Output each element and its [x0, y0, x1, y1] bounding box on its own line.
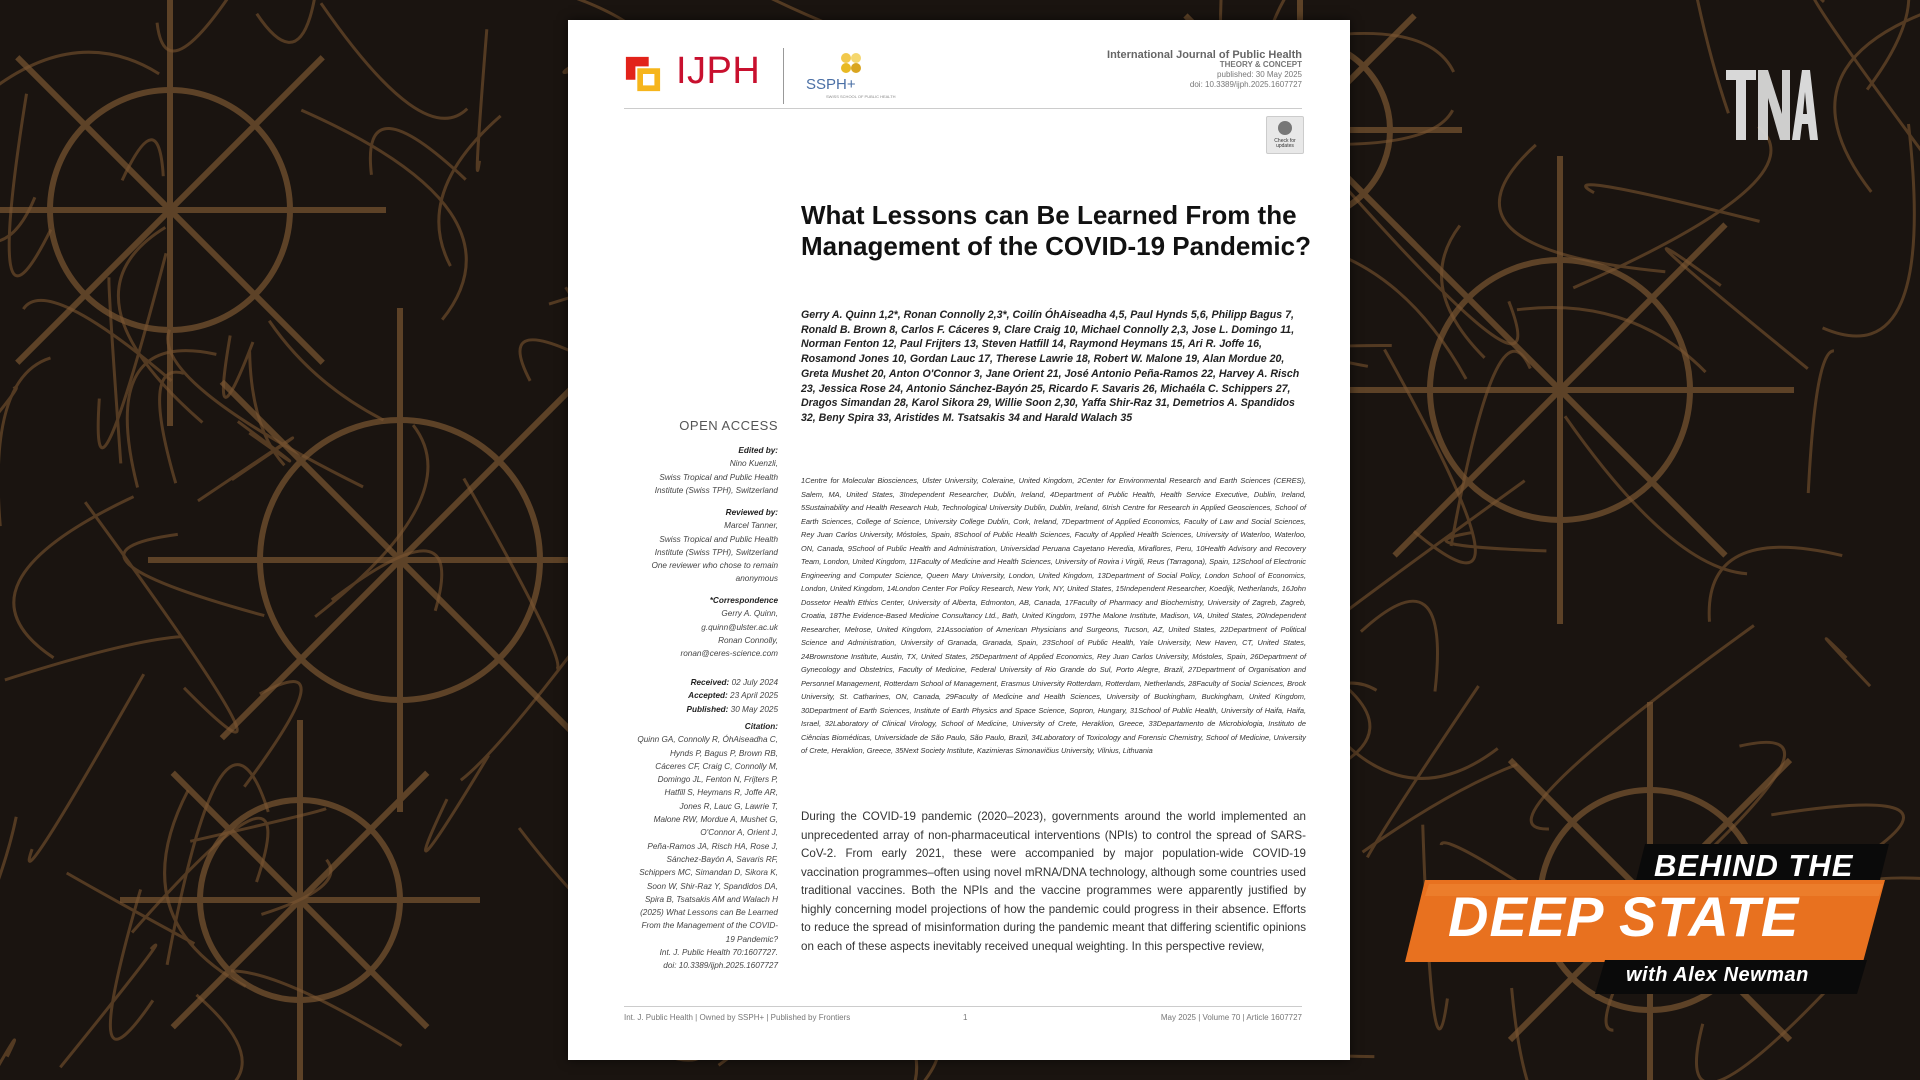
citation-line: Peña-Ramos JA, Risch HA, Rose J, — [647, 841, 778, 851]
accepted-date: 23 April 2025 — [730, 691, 778, 701]
open-access-label: OPEN ACCESS — [679, 418, 778, 433]
reviewed-by-line: Institute (Swiss TPH), Switzerland — [654, 547, 778, 557]
logo-divider — [783, 48, 784, 104]
footer-left: Int. J. Public Health | Owned by SSPH+ | Published by Frontiers — [624, 1013, 851, 1022]
received-date: 02 July 2024 — [731, 678, 778, 687]
edited-by-line: Nino Kuenzli, — [729, 459, 778, 469]
check-updates-icon — [1278, 121, 1292, 135]
abstract-text: During the COVID-19 pandemic (2020–2023), governments around the world implemented an unprecedented array of non-pharmaceutical interventions (NPIs) to control the spread of SARS-CoV-2. From early 2021, these were accompanied by major population-wide COVID-19 vaccination programmes–often using novel mRNA/DNA technology, although some countries used traditional vaccines. Both the NPIs and the vaccine programmes were apparently justified by highly concerning model projections of how the pandemic could progress in their absence. Efforts to reduce the spread of misinformation during the pandemic meant that differing scientific opinions on each of these aspects inevitably received unequal weighting. In this perspective review, — [801, 810, 1306, 953]
received-label: Received: — [690, 678, 730, 687]
correspondence-email[interactable]: g.quinn@ulster.ac.uk — [701, 622, 778, 632]
journal-name: International Journal of Public Health — [1107, 49, 1302, 61]
ijph-logo: IJPH — [676, 50, 761, 92]
header-rule — [624, 108, 1302, 109]
sidebar-correspondence — [608, 594, 778, 660]
reviewed-by-line: One reviewer who chose to remain — [651, 561, 778, 571]
citation-line: (2025) What Lessons can Be Learned — [640, 908, 778, 918]
tna-logo — [1726, 64, 1818, 144]
reviewed-by-line: anonymous — [735, 574, 778, 584]
citation-line: Sánchez-Bayón A, Savaris RF, — [666, 854, 778, 864]
published-date: published: 30 May 2025 — [1217, 70, 1302, 79]
footer-rule — [624, 1006, 1302, 1007]
citation-line: Schippers MC, Simandan D, Sikora K, — [639, 868, 778, 878]
citation-line: Hatfill S, Heymans R, Joffe AR, — [664, 788, 778, 798]
correspondence-line: Gerry A. Quinn, — [721, 609, 778, 619]
tna-logo-text: TNA — [1726, 64, 1728, 65]
reviewed-by-line: Swiss Tropical and Public Health — [659, 534, 778, 544]
citation-line: Spira B, Tsatsakis AM and Walach H — [644, 894, 778, 904]
ssph-logo-subtitle: SWISS SCHOOL OF PUBLIC HEALTH — [826, 94, 896, 99]
paper-page — [568, 20, 1350, 1060]
published-date-sidebar: 30 May 2025 — [730, 704, 778, 714]
edited-by-label: Edited by: — [738, 446, 778, 455]
article-title: What Lessons can Be Learned From the Management of the COVID-19 Pandemic? — [801, 200, 1311, 261]
banner-line-deep-state: DEEP STATE — [1448, 885, 1800, 948]
citation-line: Int. J. Public Health 70:1607727. — [659, 948, 778, 958]
ssph-logo: SSPH+ — [806, 76, 856, 93]
citation-line: O'Connor A, Orient J, — [700, 828, 778, 838]
article-type: THEORY & CONCEPT — [1219, 60, 1302, 69]
check-updates-label: Check for updates — [1274, 138, 1296, 149]
citation-line: From the Management of the COVID- — [641, 921, 778, 931]
doi: doi: 10.3389/ijph.2025.1607727 — [1189, 80, 1302, 89]
footer-right: May 2025 | Volume 70 | Article 1607727 — [1160, 1013, 1302, 1022]
citation-line: doi: 10.3389/ijph.2025.1607727 — [663, 961, 778, 971]
sidebar-reviewed — [608, 506, 778, 586]
reviewed-by-line: Marcel Tanner, — [724, 521, 778, 531]
banner-line-host: with Alex Newman — [1626, 964, 1809, 986]
ssph-logo-mark-icon — [836, 48, 866, 78]
published-label: Published: — [686, 704, 729, 714]
sidebar-edited — [608, 444, 778, 497]
affiliations: 1Centre for Molecular Biosciences, Ulster University, Coleraine, United Kingdom, 2Center for Environmental Research and Earth Sciences (CERES), Salem, MA, United States, 3Independent Researcher, Dublin, Ireland, 4Department of Public Health, Health Service Executive, Dublin, Ireland, 5Sustainability and Health Research Hub, Technological University Dublin, Dublin, Ireland, 6Irish Centre for Research in Applied Geosciences, School of Earth Sciences, College of Science, University College Dublin, Cork, Ireland, 7Department of Applied Economics, Faculty of Law and Social Sciences, Rey Juan Carlos University, Móstoles, Spain, 8School of Public Health Sciences, Faculty of Applied Health Sciences, University of Waterloo, Waterloo, ON, Canada, 9School of Public Health and Administration, Universidad Peruana Cayetano Heredia, Miraflores, Peru, 10Health Advisory and Recovery Team, London, United Kingdom, 11Faculty of Medicine and Health Sciences, University of Rovira i Virgili, Reus (Tarragona), Spain, 12School of Electronic Engineering and Computer Science, Queen Mary University, London, United Kingdom, 13Department of Social Policy, London School of Economics, London, United Kingdom, 14London Center For Policy Research, New York, NY, United States, 15Independent Researcher, Koedijk, Netherlands, 16John Dossetor Health Ethics Center, University of Alberta, Edmonton, AB, Canada, 17Faculty of Pharmacy and Biochemistry, University of Zagreb, Zagreb, Croatia, 18The Evidence-Based Medicine Consultancy Ltd., Bath, United Kingdom, 19The Malone Institute, Madison, VA, United States, 20Independent Researcher, Melrose, United Kingdom, 21Association of American Physicians and Surgeons, Tucson, AZ, United States, 22Department of Political Science and Administration, University of Granada, Granada, Spain, 23School of Public Health, Yale University, New Haven, CT, United States, 24Brownstone Institute, Austin, TX, United States, 25Department of Applied Economics, Rey Juan Carlos University, Móstoles, Spain, 26Department of Gynecology and Obstetrics, Faculty of Medicine, Federal University of Rio Grande do Sul, Porto Alegre, Brazil, 27Department of Organisation and Personnel Management, Rotterdam School of Management, Erasmus University Rotterdam, Rotterdam, Netherlands, 28Faculty of Social Sciences, Brock University, St. Catharines, ON, Canada, 29Faculty of Medicine and Health Sciences, University of Buckingham, Buckingham, United Kingdom, 30Department of Earth Sciences, Institute of Earth Physics and Space Science, Sopron, Hungary, 31School of Public Health, University of Haifa, Haifa, Israel, 32Laboratory of Clinical Virology, School of Medicine, University of Crete, Heraklion, Greece, 33Departamento de Microbiologia, Instituto de Ciências Biomédicas, Universidade de São Paulo, São Paulo, Brazil, 34Laboratory of Toxicology and Forensic Chemistry, School of Medicine, University of Crete, Heraklion, Greece, 35Next Society Institute, Kazimieras Simonavičius University, Vilnius, Lithuania — [801, 476, 1306, 755]
edited-by-line: Swiss Tropical and Public Health — [659, 472, 778, 482]
accepted-label: Accepted: — [688, 691, 728, 701]
check-updates-badge[interactable] — [1266, 116, 1304, 154]
sidebar-citation — [608, 720, 778, 973]
citation-line: Soon W, Shir-Raz Y, Spandidos DA, — [646, 881, 778, 891]
author-list: Gerry A. Quinn 1,2*, Ronan Connolly 2,3*, Coilín ÓhAiseadha 4,5, Paul Hynds 5,6, Philipp Bagus 7, Ronald B. Brown 8, Carlos F. Cáceres 9, Clare Craig 10, Michael Connolly 2,3, Jose L. Domingo 11, Norman Fenton 12, Paul Frijters 13, Steven Hatfill 14, Raymond Heymans 15, Ari R. Joffe 16, Rosamond Jones 10, Gordan Lauc 17, Therese Lawrie 18, Robert W. Malone 19, Alan Mordue 20, Greta Mushet 20, Anton O'Connor 3, Jane Orient 21, José Antonio Peña-Ramos 22, Harvey A. Risch 23, Jessica Rose 24, Antonio Sánchez-Bayón 25, Ricardo F. Savaris 26, Michaéla C. Schippers 27, Dragos Simandan 28, Karol Sikora 29, Willie Soon 2,30, Yaffa Shir-Raz 31, Demetrios A. Spandidos 32, Beny Spira 33, Aristides M. Tsatsakis 34 and Harald Walach 35 — [801, 309, 1300, 424]
ijph-logo-mark-icon — [624, 54, 662, 94]
citation-line: Cáceres CF, Craig C, Connolly M, — [655, 761, 778, 771]
correspondence-email[interactable]: ronan@ceres-science.com — [680, 649, 778, 659]
citation-line: 19 Pandemic? — [725, 934, 778, 944]
edited-by-line: Institute (Swiss TPH), Switzerland — [654, 485, 778, 495]
sidebar-dates — [608, 676, 778, 716]
journal-meta — [1107, 50, 1302, 90]
correspondence-line: Ronan Connolly, — [718, 635, 778, 645]
citation-line: Hynds P, Bagus P, Brown RB, — [669, 748, 778, 758]
banner-line-behind-the: BEHIND THE — [1654, 848, 1854, 883]
citation-line: Malone RW, Mordue A, Mushet G, — [653, 815, 778, 825]
citation-label: Citation: — [744, 722, 778, 731]
citation-line: Jones R, Lauc G, Lawrie T, — [679, 801, 778, 811]
footer-page-number: 1 — [963, 1013, 968, 1022]
citation-line: Domingo JL, Fenton N, Frijters P, — [657, 775, 778, 785]
correspondence-label: *Correspondence — [709, 596, 778, 605]
reviewed-by-label: Reviewed by: — [725, 508, 778, 517]
citation-line: Quinn GA, Connolly R, ÓhAiseadha C, — [637, 735, 778, 745]
